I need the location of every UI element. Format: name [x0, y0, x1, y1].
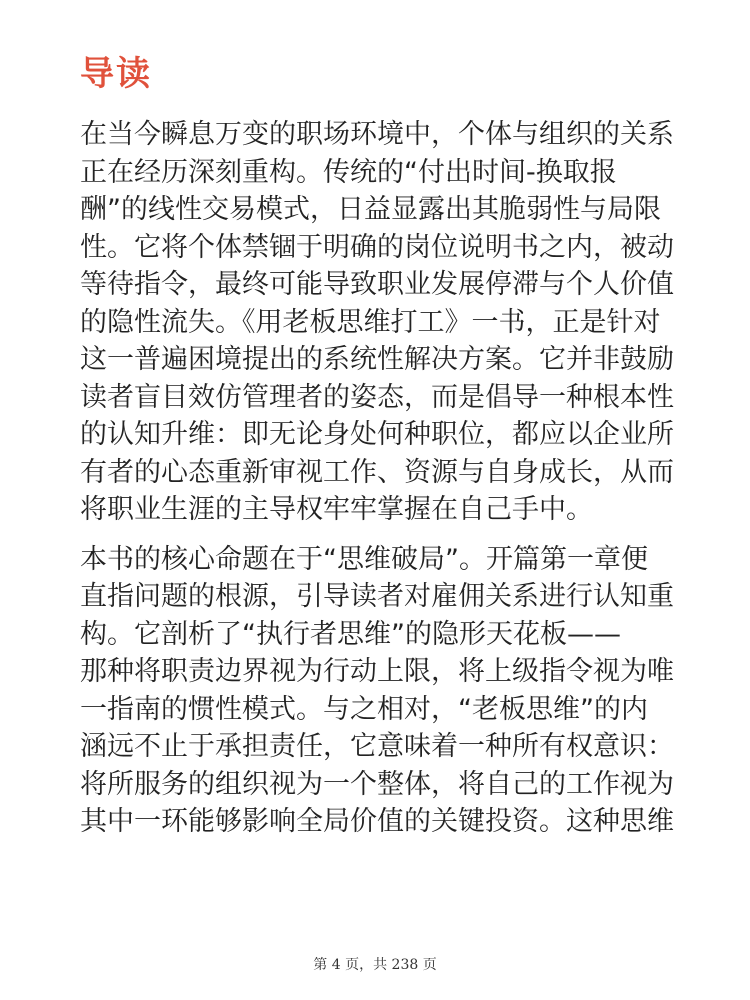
text-line: 这一普遍困境提出的系统性解决方案。它并非鼓励 — [80, 344, 674, 375]
text-line: 一指南的惯性模式。与之相对，“老板思维”的内 — [80, 693, 648, 725]
text-line: 等待指令，最终可能导致职业发展停滞与个人价值 — [80, 269, 674, 300]
text-line: 涵远不止于承担责任，它意味着一种所有权意识： — [80, 731, 674, 762]
text-line: 酬”的线性交易模式，日益显露出其脆弱性与局限 — [80, 194, 661, 225]
text-line: 读者盲目效仿管理者的姿态，而是倡导一种根本性 — [80, 381, 674, 413]
text-line: 其中一环能够影响全局价值的关键投资。这种思维 — [80, 806, 674, 837]
section-heading: 导读 — [80, 54, 152, 94]
text-line: 的隐性流失。《用老板思维打工》一书，正是针对 — [80, 306, 661, 338]
text-line: 在当今瞬息万变的职场环境中，个体与组织的关系 — [80, 119, 674, 150]
text-line: 将职业生涯的主导权牢牢掌握在自己手中。 — [80, 494, 593, 525]
text-line: 的认知升维：即无论身处何种职位，都应以企业所 — [80, 419, 674, 450]
text-line: 性。它将个体禁锢于明确的岗位说明书之内，被动 — [80, 231, 674, 263]
text-line: 构。它剖析了“执行者思维”的隐形天花板—— — [80, 618, 621, 650]
text-line: 有者的心态重新审视工作、资源与自身成长，从而 — [80, 456, 674, 488]
page-number: 第 4 页，共 238 页 — [313, 957, 437, 973]
text-line: 将所服务的组织视为一个整体，将自己的工作视为 — [80, 768, 674, 800]
text-line: 正在经历深刻重构。传统的“付出时间-换取报 — [80, 156, 617, 188]
text-line: 那种将职责边界视为行动上限，将上级指令视为唯 — [80, 656, 674, 687]
text-line: 直指问题的根源，引导读者对雇佣关系进行认知重 — [80, 581, 674, 612]
body-text — [80, 116, 674, 853]
paragraph — [80, 541, 674, 841]
paragraph — [80, 116, 674, 529]
text-line: 本书的核心命题在于“思维破局”。开篇第一章便 — [80, 543, 648, 575]
